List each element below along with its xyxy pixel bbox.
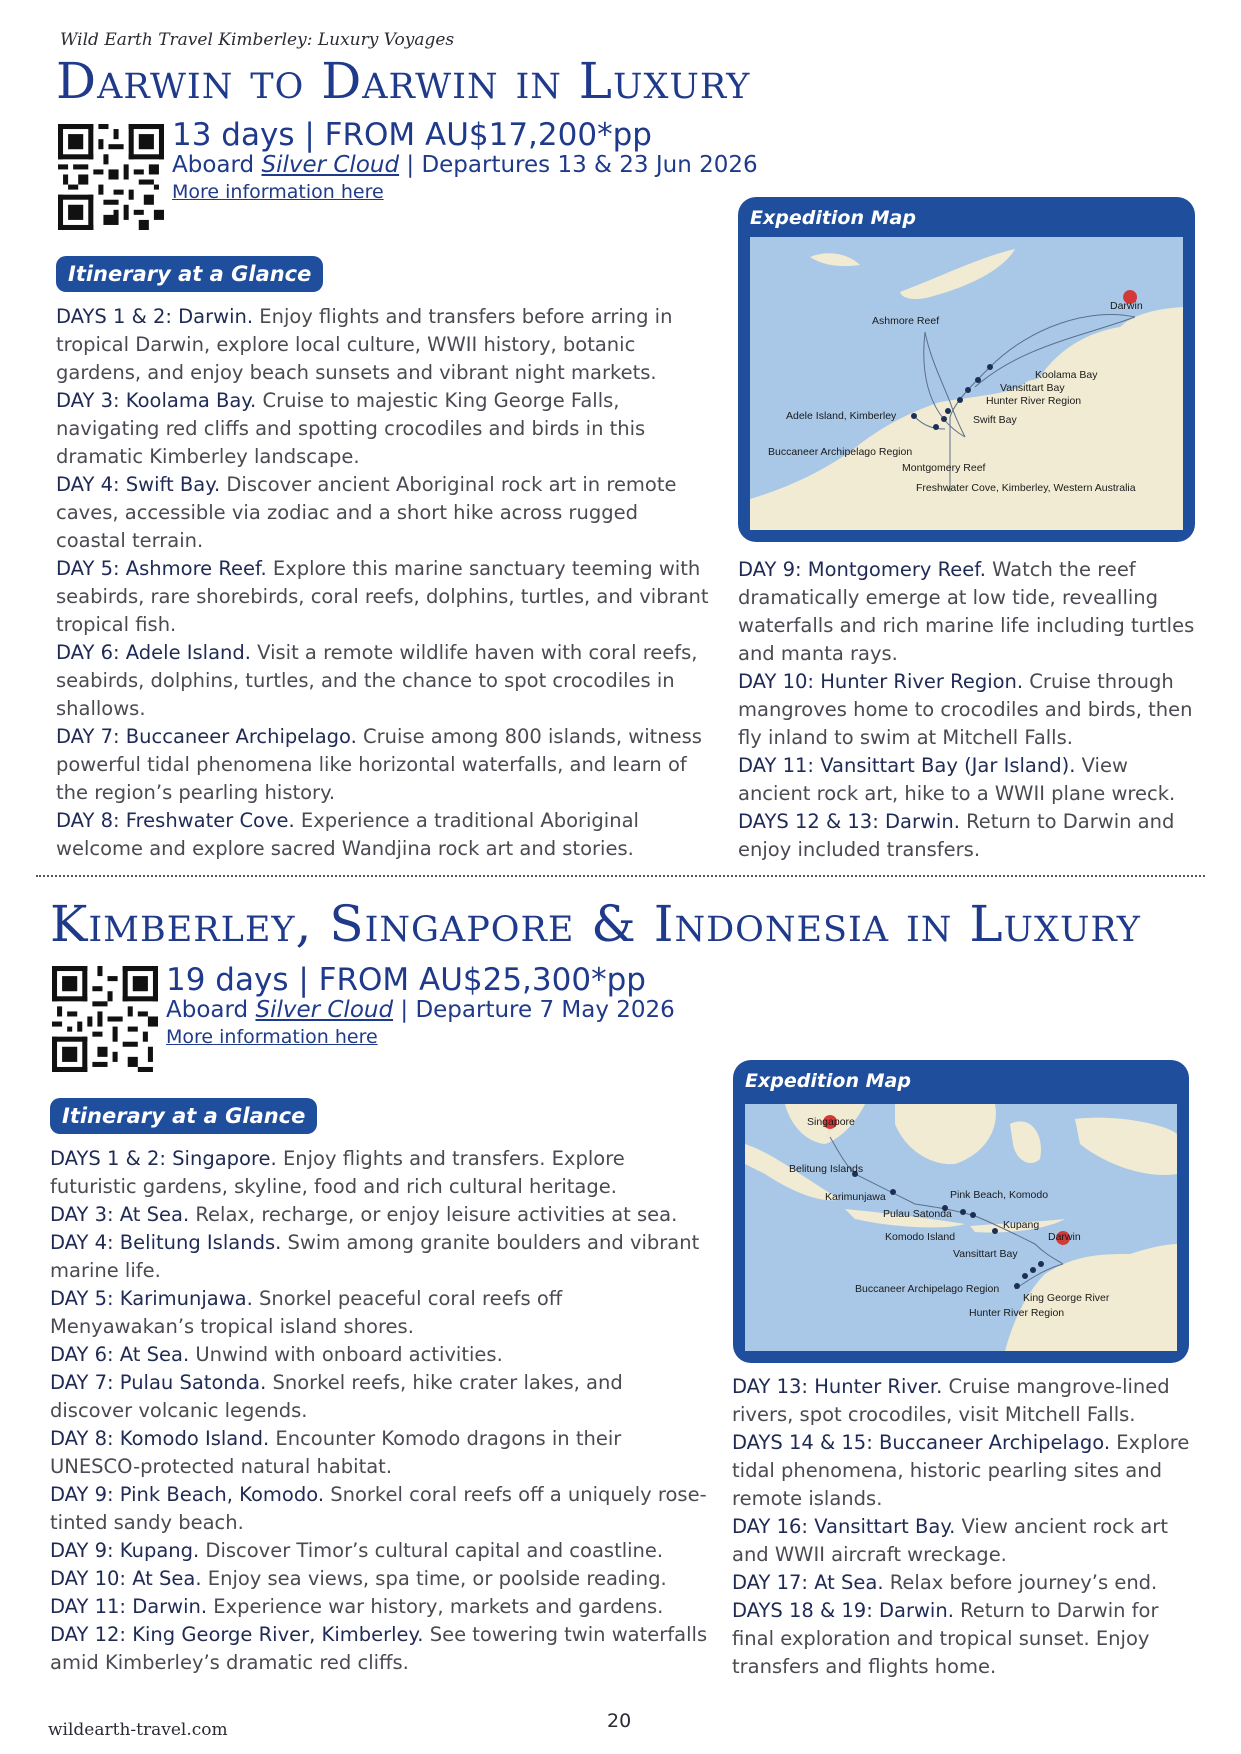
trip2-summary bbox=[166, 963, 675, 1050]
trip2-itinerary-right bbox=[732, 1373, 1200, 1681]
itinerary-day: DAYS 14 & 15: Buccaneer Archipelago. Explore tidal phenomena, historic pearling sites and remote islands. bbox=[732, 1431, 1190, 1510]
trip1-summary bbox=[172, 118, 758, 205]
itinerary-day: DAY 11: Darwin. Experience war history, markets and gardens. bbox=[50, 1595, 664, 1618]
itinerary-day: DAY 3: At Sea. Relax, recharge, or enjoy leisure activities at sea. bbox=[50, 1203, 678, 1226]
brand-tagline: Wild Earth Travel Kimberley: Luxury Voyages bbox=[60, 30, 455, 50]
map-place: Koolama Bay bbox=[1035, 369, 1098, 381]
map-place: Hunter River Region bbox=[986, 395, 1082, 407]
map-place: Komodo Island bbox=[885, 1231, 956, 1243]
itinerary-day: DAY 16: Vansittart Bay. View ancient rock art and WWII aircraft wreckage. bbox=[732, 1515, 1168, 1566]
map-place: Swift Bay bbox=[973, 414, 1017, 426]
itinerary-day: DAY 9: Kupang. Discover Timor’s cultural capital and coastline. bbox=[50, 1539, 664, 1562]
itinerary-day: DAY 10: Hunter River Region. Cruise through mangroves home to crocodiles and birds, then fly inland to swim at Mitchell Falls. bbox=[738, 670, 1193, 749]
map-place: Pulau Satonda bbox=[883, 1208, 952, 1220]
itinerary-day: DAY 17: At Sea. Relax before journey’s end. bbox=[732, 1571, 1158, 1594]
trip2-glance-badge: Itinerary at a Glance bbox=[50, 1098, 317, 1134]
itinerary-day: DAY 9: Montgomery Reef. Watch the reef dramatically emerge at low tide, revealling waterfalls and rich marine life including turtles and manta rays. bbox=[738, 558, 1195, 665]
footer-website[interactable]: wildearth-travel.com bbox=[48, 1720, 228, 1740]
itinerary-day: DAY 6: At Sea. Unwind with onboard activities. bbox=[50, 1343, 503, 1366]
itinerary-day: DAY 12: King George River, Kimberley. See towering twin waterfalls amid Kimberley’s dramatic red cliffs. bbox=[50, 1623, 708, 1674]
map-place: Vansittart Bay bbox=[1000, 382, 1065, 394]
trip2-departure-line: Aboard Silver Cloud | Departure 7 May 2026 bbox=[166, 997, 675, 1023]
map-place: Adele Island, Kimberley bbox=[786, 410, 897, 422]
trip1-itinerary-right bbox=[738, 556, 1200, 864]
itinerary-day: DAY 8: Komodo Island. Encounter Komodo dragons in their UNESCO-protected natural habitat. bbox=[50, 1427, 622, 1478]
itinerary-day: DAY 4: Swift Bay. Discover ancient Aboriginal rock art in remote caves, accessible via zodiac and a short hike across rugged coastal terrain. bbox=[56, 473, 677, 552]
trip1-more-info-link[interactable]: More information here bbox=[172, 181, 384, 203]
trip2-duration-price: 19 days | FROM AU$25,300*pp bbox=[166, 962, 646, 998]
map-place: Darwin bbox=[1048, 1231, 1081, 1243]
itinerary-day: DAY 8: Freshwater Cove. Experience a traditional Aboriginal welcome and explore sacred Wandjina rock art and stories. bbox=[56, 809, 639, 860]
itinerary-day: DAYS 12 & 13: Darwin. Return to Darwin and enjoy included transfers. bbox=[738, 810, 1175, 861]
map-indonesia-icon bbox=[745, 1104, 1177, 1351]
map-place: Kupang bbox=[1003, 1219, 1040, 1231]
trip2-ship-name: Silver Cloud bbox=[255, 997, 394, 1023]
map-place: Darwin bbox=[1110, 300, 1143, 312]
itinerary-day: DAY 5: Karimunjawa. Snorkel peaceful coral reefs off Menyawakan’s tropical island shores. bbox=[50, 1287, 563, 1338]
map-place: Singapore bbox=[807, 1116, 855, 1128]
trip2-expedition-map bbox=[733, 1060, 1189, 1363]
map-label: Expedition Map bbox=[745, 1070, 911, 1092]
trip1-glance-badge: Itinerary at a Glance bbox=[56, 256, 323, 292]
itinerary-day: DAYS 1 & 2: Darwin. Enjoy flights and transfers before arring in tropical Darwin, explore local culture, WWII history, botanic gardens, and enjoy beach sunsets and vibrant night markets. bbox=[56, 305, 673, 384]
map-label: Expedition Map bbox=[750, 207, 916, 229]
trip1-duration-price: 13 days | FROM AU$17,200*pp bbox=[172, 117, 652, 153]
itinerary-day: DAYS 18 & 19: Darwin. Return to Darwin for final exploration and tropical sunset. Enjoy transfers and flights home. bbox=[732, 1599, 1159, 1678]
trip1-ship-name: Silver Cloud bbox=[261, 152, 400, 178]
trip1-departure-line: Aboard Silver Cloud | Departures 13 & 23 Jun 2026 bbox=[172, 152, 758, 178]
map-kimberley-icon bbox=[750, 237, 1183, 530]
map-place: Buccaneer Archipelago Region bbox=[855, 1283, 1000, 1295]
itinerary-day: DAY 5: Ashmore Reef. Explore this marine sanctuary teeming with seabirds, rare shorebirds, coral reefs, dolphins, turtles, and vibrant tropical fish. bbox=[56, 557, 709, 636]
itinerary-day: DAY 10: At Sea. Enjoy sea views, spa time, or poolside reading. bbox=[50, 1567, 667, 1590]
map-place: Pink Beach, Komodo bbox=[950, 1189, 1049, 1201]
map-place: King George River bbox=[1023, 1292, 1110, 1304]
map-place: Karimunjawa bbox=[825, 1191, 886, 1203]
map-place: Ashmore Reef bbox=[872, 315, 940, 327]
trip2-more-info-link[interactable]: More information here bbox=[166, 1026, 378, 1048]
trip1-itinerary-left bbox=[56, 303, 710, 863]
itinerary-day: DAY 3: Koolama Bay. Cruise to majestic King George Falls, navigating red cliffs and spotting crocodiles and birds in this dramatic Kimberley landscape. bbox=[56, 389, 646, 468]
section-divider bbox=[36, 875, 1205, 877]
map-place: Montgomery Reef bbox=[902, 462, 986, 474]
trip1-title: Darwin to Darwin in Luxury bbox=[56, 52, 751, 110]
trip1-qr-code[interactable] bbox=[58, 124, 164, 230]
itinerary-day: DAY 11: Vansittart Bay (Jar Island). View ancient rock art, hike to a WWII plane wreck. bbox=[738, 754, 1176, 805]
trip2-title: Kimberley, Singapore & Indonesia in Luxury bbox=[50, 895, 1141, 953]
trip1-expedition-map bbox=[738, 197, 1195, 542]
qr-code-icon bbox=[52, 966, 158, 1072]
itinerary-day: DAY 6: Adele Island. Visit a remote wildlife haven with coral reefs, seabirds, dolphins, turtles, and the chance to spot crocodiles in shallows. bbox=[56, 641, 698, 720]
itinerary-day: DAY 13: Hunter River. Cruise mangrove-lined rivers, spot crocodiles, visit Mitchell Falls. bbox=[732, 1375, 1170, 1426]
map-place: Hunter River Region bbox=[969, 1307, 1065, 1319]
map-place: Freshwater Cove, Kimberley, Western Australia bbox=[916, 482, 1136, 494]
map-place: Vansittart Bay bbox=[953, 1248, 1018, 1260]
itinerary-day: DAY 7: Buccaneer Archipelago. Cruise among 800 islands, witness powerful tidal phenomena like horizontal waterfalls, and learn of the region’s pearling history. bbox=[56, 725, 702, 804]
itinerary-day: DAYS 1 & 2: Singapore. Enjoy flights and transfers. Explore futuristic gardens, skyline, food and rich cultural heritage. bbox=[50, 1147, 625, 1198]
trip2-itinerary-left bbox=[50, 1145, 710, 1677]
page-number: 20 bbox=[607, 1710, 632, 1732]
trip2-qr-code[interactable] bbox=[52, 966, 158, 1072]
map-place: Belitung Islands bbox=[789, 1163, 864, 1175]
itinerary-day: DAY 4: Belitung Islands. Swim among granite boulders and vibrant marine life. bbox=[50, 1231, 700, 1282]
itinerary-day: DAY 9: Pink Beach, Komodo. Snorkel coral reefs off a uniquely rose-tinted sandy beach. bbox=[50, 1483, 707, 1534]
itinerary-day: DAY 7: Pulau Satonda. Snorkel reefs, hike crater lakes, and discover volcanic legends. bbox=[50, 1371, 623, 1422]
qr-code-icon bbox=[58, 124, 164, 230]
map-place: Buccaneer Archipelago Region bbox=[768, 446, 913, 458]
